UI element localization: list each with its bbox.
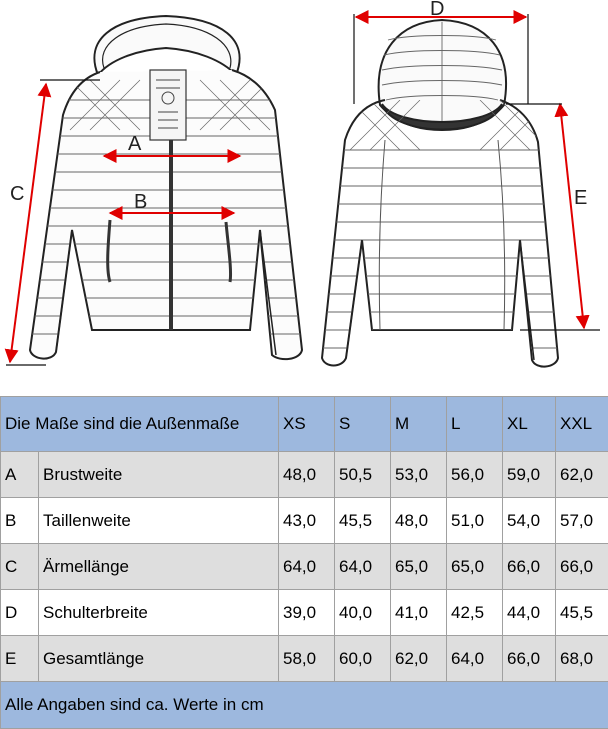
table-footer-row	[1, 682, 608, 729]
size-table	[0, 396, 608, 729]
cell-value: 60,0	[335, 636, 391, 682]
cell-value: 62,0	[391, 636, 447, 682]
row-code: D	[1, 590, 39, 636]
row-code: E	[1, 636, 39, 682]
cell-value: 48,0	[391, 498, 447, 544]
cell-value: 56,0	[447, 452, 503, 498]
row-code: C	[1, 544, 39, 590]
cell-value: 48,0	[279, 452, 335, 498]
row-label: Gesamtlänge	[39, 636, 279, 682]
row-code: A	[1, 452, 39, 498]
back-body-outline	[322, 100, 558, 367]
cell-value: 42,5	[447, 590, 503, 636]
row-label: Brustweite	[39, 452, 279, 498]
cell-value: 58,0	[279, 636, 335, 682]
row-label: Ärmellänge	[39, 544, 279, 590]
cell-value: 50,5	[335, 452, 391, 498]
cell-value: 64,0	[279, 544, 335, 590]
cell-value: 39,0	[279, 590, 335, 636]
cell-value: 66,0	[556, 544, 608, 590]
cell-value: 65,0	[391, 544, 447, 590]
cell-value: 43,0	[279, 498, 335, 544]
cell-value: 66,0	[503, 544, 556, 590]
table-row	[1, 498, 608, 544]
measure-line-e	[560, 104, 584, 328]
cell-value: 64,0	[447, 636, 503, 682]
size-s: S	[335, 397, 391, 452]
label-d: D	[430, 0, 444, 20]
cell-value: 40,0	[335, 590, 391, 636]
size-xs: XS	[279, 397, 335, 452]
cell-value: 64,0	[335, 544, 391, 590]
cell-value: 41,0	[391, 590, 447, 636]
cell-value: 62,0	[556, 452, 608, 498]
front-jacket-drawing	[0, 16, 608, 359]
size-xl: XL	[503, 397, 556, 452]
label-c: C	[10, 183, 24, 205]
header-label: Die Maße sind die Außenmaße	[1, 397, 279, 452]
label-b: B	[134, 191, 147, 213]
table-row	[1, 590, 608, 636]
size-l: L	[447, 397, 503, 452]
front-hood	[94, 16, 239, 75]
label-e: E	[574, 187, 587, 209]
cell-value: 59,0	[503, 452, 556, 498]
size-m: M	[391, 397, 447, 452]
cell-value: 53,0	[391, 452, 447, 498]
cell-value: 66,0	[503, 636, 556, 682]
table-row	[1, 636, 608, 682]
cell-value: 57,0	[556, 498, 608, 544]
row-code: B	[1, 498, 39, 544]
cell-value: 45,5	[335, 498, 391, 544]
label-a: A	[128, 133, 142, 155]
table-row	[1, 544, 608, 590]
row-label: Schulterbreite	[39, 590, 279, 636]
table-row	[1, 452, 608, 498]
cell-value: 51,0	[447, 498, 503, 544]
footer-note: Alle Angaben sind ca. Werte in cm	[1, 682, 608, 729]
size-xxl: XXL	[556, 397, 608, 452]
cell-value: 54,0	[503, 498, 556, 544]
row-label: Taillenweite	[39, 498, 279, 544]
cell-value: 65,0	[447, 544, 503, 590]
cell-value: 44,0	[503, 590, 556, 636]
cell-value: 45,5	[556, 590, 608, 636]
cell-value: 68,0	[556, 636, 608, 682]
table-header-row	[1, 397, 608, 452]
